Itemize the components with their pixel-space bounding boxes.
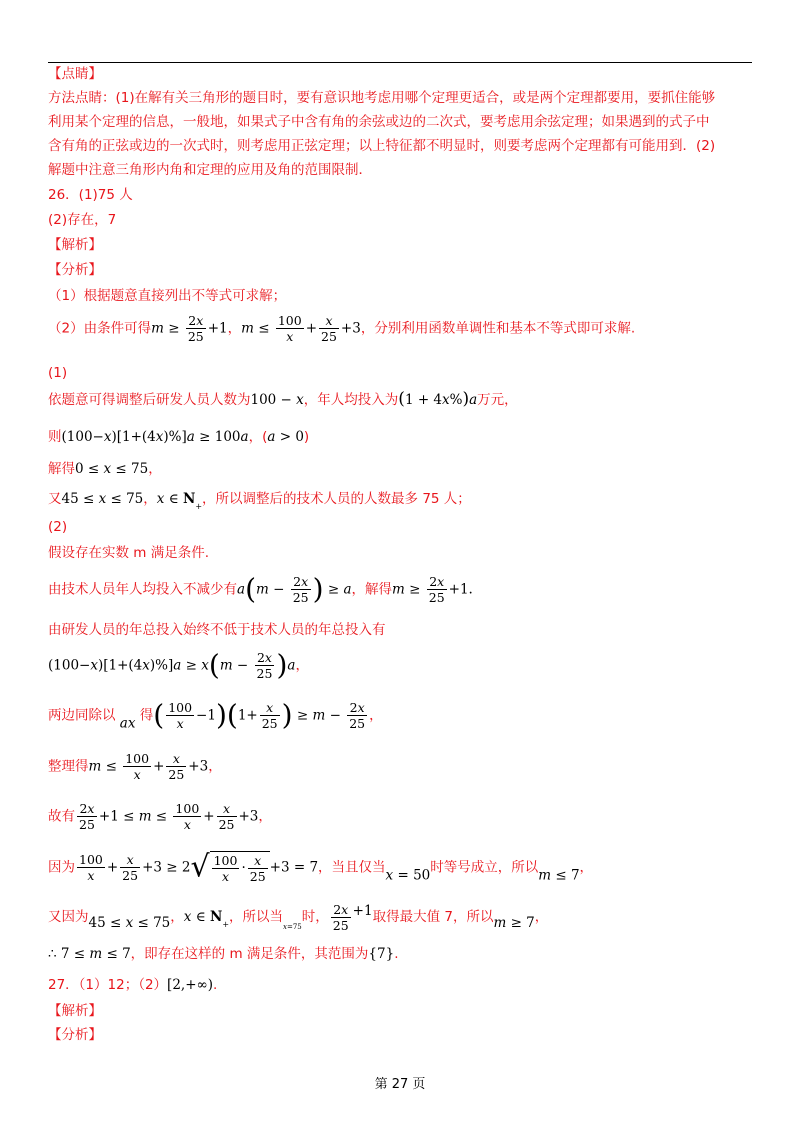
q26-fenxi-2: （2）由条件可得m ≥ $\frac{2x}{25}$ +1，m ≤ $\frac{100}{x}$ + $\frac{x}{25}$ +3，分别利用函数单调性和基本不等式即可求解. [48, 313, 636, 344]
dianjing-text-4: 解题中注意三角形内角和定理的应用及角的范围限制． [48, 162, 372, 178]
page-number: 第 27 页 [374, 1077, 426, 1092]
header-rule [48, 62, 752, 63]
q26-part2-line-7: 故有 $\frac{2x}{25}$ +1 ≤ m ≤ $\frac{100}{x}$ + $\frac{x}{25}$ +3， [48, 801, 272, 832]
q26-part1-line-4: 又45 ≤ x ≤ 75，x ∈ $N_+$，所以调整后的技术人员的人数最多 75 人； [48, 491, 471, 511]
q26-part2-line-4: (100−x)[1+(4x)%]a ≥ x(m − $\frac{2x}{25}$ )a， [48, 648, 309, 682]
q26-fenxi-1: （1）根据题意直接列出不等式可求解； [48, 288, 287, 304]
q26-part2-line-9: 又因为45 ≤ x ≤ 75，x ∈ $N_+$，所以当$_{x=75}$时， $\frac{2x}{25}$ +1取得最大值 7，所以m ≥ 7， [48, 901, 549, 933]
q26-part2-line-10: ∴ 7 ≤ m ≤ 7，即存在这样的 m 满足条件，其范围为{7}. [48, 946, 399, 962]
q27-answer: 27．（1）12；（2）[2,+∞). [48, 977, 218, 993]
q26-part2-line-3: 由研发人员的年总投入始终不低于技术人员的年总投入有 [48, 622, 386, 638]
q26-part2-line-8: 因为 $\frac{100}{x}$ + $\frac{x}{25}$ +3 ≥ 2√ $\frac{100}{x}$ · $\frac{x}{25}$ +3 = 7，当且仅当x = 50时等号成立，所以m ≤ 7， [48, 849, 594, 885]
q26-part1-line-1: 依题意可得调整后研发人员人数为100 − x，年人均投入为(1 + 4x%)a万元， [48, 389, 518, 409]
q26-part2-label: (2) [48, 519, 68, 535]
q26-answer-1: 26．(1)75 人 [48, 187, 133, 203]
q26-part2-line-5: 两边同除以 ax 得( $\frac{100}{x}$ −1)(1+ $\frac{x}{25}$ ) ≥ m − $\frac{2x}{25}$ ， [48, 698, 383, 732]
q26-part1-line-2: 则(100−x)[1+(4x)%]a ≥ 100a，(a > 0) [48, 429, 310, 445]
q27-jiexi-label: 【解析】 [48, 1003, 102, 1019]
q26-fenxi-label: 【分析】 [48, 262, 102, 278]
dianjing-text-1: 方法点睛：(1)在解有关三角形的题目时，要有意识地考虑用哪个定理更适合，或是两个定理都要用，要抓住能够 [48, 90, 716, 106]
q26-part1-label: (1) [48, 365, 68, 381]
dianjing-text-3: 含有角的正弦或边的一次式时，则考虑用正弦定理；以上特征都不明显时，则要考虑两个定理都有可能用到．(2) [48, 138, 716, 154]
q26-part2-line-2: 由技术人员年人均投入不减少有a(m − $\frac{2x}{25}$ ) ≥ a，解得m ≥ $\frac{2x}{25}$ +1. [48, 572, 473, 606]
q26-part1-line-3: 解得0 ≤ x ≤ 75， [48, 461, 162, 477]
q26-part2-line-1: 假设存在实数 m 满足条件. [48, 545, 210, 561]
q26-answer-2: (2)存在，7 [48, 212, 117, 228]
dianjing-label: 【点睛】 [48, 66, 102, 82]
q26-jiexi-label: 【解析】 [48, 237, 102, 253]
q26-part2-line-6: 整理得m ≤ $\frac{100}{x}$ + $\frac{x}{25}$ +3， [48, 751, 222, 782]
dianjing-text-2: 利用某个定理的信息，一般地，如果式子中含有角的余弦或边的二次式，要考虑用余弦定理；如果遇到的式子中 [48, 114, 710, 130]
q27-fenxi-label: 【分析】 [48, 1027, 102, 1043]
